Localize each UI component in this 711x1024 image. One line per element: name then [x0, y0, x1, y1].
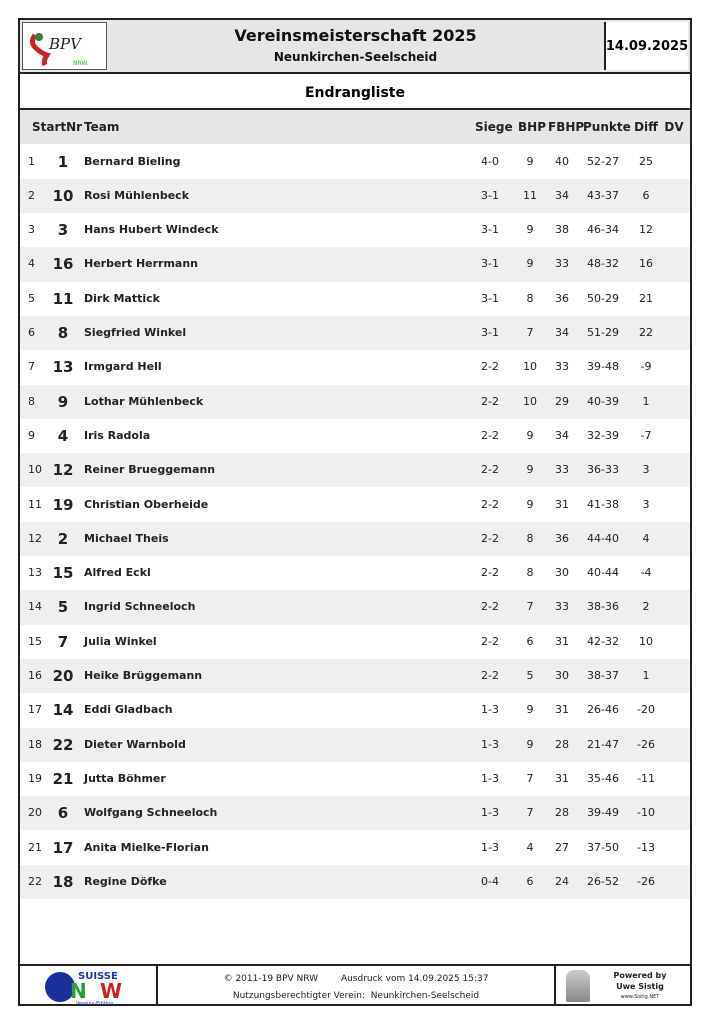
cell-fbhp: 31 [555, 634, 569, 648]
cell-punkte: 39-49 [587, 806, 619, 820]
table-row [20, 762, 690, 796]
cell-team: Heike Brüggemann [84, 669, 203, 682]
table-row [20, 385, 690, 419]
cell-siege: 3-1 [481, 326, 499, 339]
cell-punkte: 38-36 [587, 600, 619, 614]
copyright: © 2011-19 BPV NRW [223, 974, 319, 984]
table-row [20, 145, 690, 179]
cell-bhp: 9 [526, 223, 534, 237]
cell-fbhp: 33 [555, 600, 569, 614]
cell-bhp: 9 [526, 497, 534, 511]
svg-text:W: W [100, 979, 123, 1003]
cell-fbhp: 38 [555, 223, 569, 237]
cell-punkte: 40-39 [587, 394, 619, 408]
print-date: Ausdruck vom 14.09.2025 15:37 [340, 974, 489, 984]
table-row [20, 865, 690, 899]
event-location: Neunkirchen-Seelscheid [273, 50, 438, 64]
cell-fbhp: 27 [555, 840, 569, 854]
cell-bhp: 11 [523, 188, 537, 202]
cell-punkte: 52-27 [587, 154, 619, 168]
cell-diff: 12 [639, 223, 653, 237]
cell-rank: 17 [28, 703, 42, 717]
cell-team: Anita Mielke-Florian [84, 840, 209, 854]
cell-siege: 0-4 [481, 874, 499, 888]
table-row [20, 213, 690, 247]
cell-rank: 11 [28, 497, 42, 511]
cell-rank: 9 [28, 428, 35, 442]
cell-team: Irmgard Hell [84, 360, 162, 374]
cell-startnr: 1 [57, 152, 69, 171]
cell-startnr: 21 [52, 769, 74, 788]
cell-rank: 3 [28, 223, 35, 237]
cell-fbhp: 31 [555, 771, 569, 785]
cell-bhp: 9 [526, 703, 534, 717]
cell-diff: -9 [640, 360, 652, 374]
cell-siege: 2-2 [481, 566, 499, 580]
table-row [20, 728, 690, 762]
cell-punkte: 36-33 [587, 463, 619, 477]
cell-fbhp: 33 [555, 360, 569, 374]
cell-startnr: 17 [52, 838, 74, 857]
cell-bhp: 6 [526, 874, 534, 888]
cell-team: Lothar Mühlenbeck [84, 394, 204, 408]
cell-rank: 10 [28, 463, 42, 477]
table-row [20, 590, 690, 624]
table-row [20, 419, 690, 453]
table-row [20, 316, 690, 350]
col-team: Team [84, 120, 120, 134]
svg-text:SUISSE: SUISSE [78, 971, 118, 982]
svg-text:Vereins-Edition: Vereins-Edition [76, 1001, 114, 1006]
cell-team: Herbert Herrmann [84, 257, 199, 271]
cell-team: Siegfried Winkel [84, 326, 187, 339]
header [20, 20, 690, 74]
cell-diff: 1 [642, 669, 650, 682]
svg-text:N: N [70, 979, 87, 1003]
table-row [20, 659, 690, 693]
table-row [20, 625, 690, 659]
cell-siege: 1-3 [481, 737, 499, 751]
cell-rank: 14 [28, 600, 42, 614]
cell-punkte: 26-46 [587, 703, 619, 717]
cell-team: Dirk Mattick [84, 291, 160, 305]
cell-startnr: 3 [57, 221, 69, 240]
cell-siege: 2-2 [481, 428, 499, 442]
table-row [20, 522, 690, 556]
cell-bhp: 9 [526, 154, 534, 168]
cell-rank: 20 [28, 806, 42, 820]
table-row [20, 796, 690, 830]
cell-fbhp: 36 [555, 531, 569, 545]
cell-punkte: 32-39 [587, 428, 619, 442]
svg-text:NRW.: NRW. [73, 60, 89, 67]
cell-punkte: 44-40 [587, 531, 619, 545]
cell-siege: 2-2 [481, 600, 499, 614]
cell-diff: 16 [639, 257, 653, 271]
cell-team: Julia Winkel [84, 634, 157, 648]
cell-punkte: 43-37 [587, 188, 619, 202]
cell-fbhp: 24 [555, 874, 569, 888]
cell-diff: -20 [637, 703, 655, 717]
cell-diff: -4 [640, 566, 652, 580]
cell-fbhp: 34 [555, 326, 569, 339]
cell-fbhp: 31 [555, 703, 569, 717]
cell-rank: 1 [28, 154, 35, 168]
cell-startnr: 9 [57, 392, 69, 411]
cell-punkte: 50-29 [587, 291, 619, 305]
cell-startnr: 13 [52, 358, 74, 377]
event-title: Vereinsmeisterschaft 2025 [234, 26, 477, 45]
cell-startnr: 2 [57, 529, 69, 548]
cell-fbhp: 30 [555, 566, 569, 580]
cell-startnr: 4 [57, 426, 69, 445]
cell-rank: 13 [28, 566, 42, 580]
cell-team: Regine Döfke [84, 874, 167, 888]
cell-startnr: 12 [52, 461, 74, 480]
cell-bhp: 9 [526, 463, 534, 477]
col-siege: Siege [475, 120, 513, 134]
table-row [20, 556, 690, 590]
cell-team: Hans Hubert Windeck [84, 223, 219, 237]
author-name: Uwe Sistig [616, 981, 664, 991]
cell-rank: 15 [28, 634, 42, 648]
cell-diff: -11 [637, 771, 655, 785]
cell-startnr: 20 [52, 667, 74, 685]
cell-rank: 16 [28, 669, 42, 682]
cell-startnr: 22 [52, 735, 74, 754]
cell-startnr: 15 [52, 564, 74, 583]
cell-siege: 3-1 [481, 257, 499, 271]
cell-fbhp: 33 [555, 257, 569, 271]
cell-bhp: 8 [526, 291, 534, 305]
cell-startnr: 6 [57, 804, 69, 823]
event-date: 14.09.2025 [604, 22, 688, 70]
cell-siege: 2-2 [481, 531, 499, 545]
cell-diff: -7 [640, 428, 652, 442]
cell-punkte: 37-50 [587, 840, 619, 854]
licensed-club: Neunkirchen-Seelscheid [370, 991, 480, 1001]
cell-team: Rosi Mühlenbeck [84, 188, 190, 202]
cell-bhp: 8 [526, 566, 534, 580]
cell-bhp: 7 [526, 600, 534, 614]
cell-siege: 3-1 [481, 223, 499, 237]
cell-punkte: 51-29 [587, 326, 619, 339]
cell-punkte: 35-46 [587, 771, 619, 785]
document-frame [18, 18, 692, 1006]
cell-diff: 6 [642, 188, 650, 202]
cell-team: Wolfgang Schneeloch [84, 806, 218, 820]
table-row [20, 282, 690, 316]
cell-bhp: 5 [526, 669, 534, 682]
cell-startnr: 14 [52, 701, 74, 720]
cell-team: Bernard Bieling [84, 154, 181, 168]
cell-fbhp: 33 [555, 463, 569, 477]
cell-fbhp: 28 [555, 806, 569, 820]
cell-rank: 12 [28, 531, 42, 545]
author-photo [566, 970, 590, 1002]
cell-siege: 1-3 [481, 771, 499, 785]
cell-diff: -10 [637, 806, 655, 820]
cell-bhp: 9 [526, 257, 534, 271]
licensed-label: Nutzungsberechtigter Verein: [232, 991, 365, 1001]
cell-rank: 5 [28, 291, 35, 305]
col-bhp: BHP [518, 120, 546, 134]
svg-text:BPV: BPV [49, 35, 81, 53]
col-punkte: Punkte [583, 120, 631, 134]
cell-punkte: 42-32 [587, 634, 619, 648]
cell-punkte: 48-32 [587, 257, 619, 271]
list-title: Endrangliste [20, 76, 690, 110]
cell-diff: 21 [639, 291, 653, 305]
cell-team: Reiner Brueggemann [84, 463, 216, 477]
col-fbhp: FBHP [548, 120, 585, 134]
cell-bhp: 8 [526, 531, 534, 545]
cell-punkte: 41-38 [587, 497, 619, 511]
cell-fbhp: 28 [555, 737, 569, 751]
cell-team: Iris Radola [84, 428, 151, 442]
cell-startnr: 5 [57, 598, 69, 617]
cell-siege: 2-2 [481, 497, 499, 511]
cell-bhp: 9 [526, 737, 534, 751]
cell-punkte: 38-37 [587, 669, 619, 682]
table-row [20, 831, 690, 865]
cell-team: Alfred Eckl [84, 566, 151, 580]
cell-rank: 4 [28, 257, 35, 271]
col-dv: DV [664, 120, 684, 134]
cell-siege: 2-2 [481, 360, 499, 374]
cell-fbhp: 30 [555, 669, 569, 682]
cell-bhp: 7 [526, 806, 534, 820]
cell-team: Ingrid Schneeloch [84, 600, 196, 614]
cell-rank: 19 [28, 771, 42, 785]
table-row [20, 488, 690, 522]
cell-startnr: 16 [52, 255, 74, 274]
cell-team: Dieter Warnbold [84, 737, 186, 751]
cell-diff: 3 [642, 497, 650, 511]
cell-fbhp: 40 [555, 154, 569, 168]
cell-siege: 2-2 [481, 669, 499, 682]
cell-diff: 1 [642, 394, 650, 408]
cell-diff: -26 [637, 737, 655, 751]
powered-by: Powered by [613, 970, 667, 980]
cell-fbhp: 31 [555, 497, 569, 511]
cell-siege: 3-1 [481, 188, 499, 202]
suisse-nrw-logo [20, 966, 158, 1006]
cell-diff: -26 [637, 874, 655, 888]
cell-diff: -13 [637, 840, 655, 854]
cell-team: Jutta Böhmer [84, 771, 166, 785]
footer [20, 964, 690, 1006]
col-startnr: StartNr [32, 120, 83, 134]
cell-bhp: 9 [526, 428, 534, 442]
cell-diff: 25 [639, 154, 653, 168]
cell-rank: 6 [28, 326, 35, 339]
cell-diff: 3 [642, 463, 650, 477]
cell-fbhp: 34 [555, 188, 569, 202]
cell-fbhp: 34 [555, 428, 569, 442]
cell-startnr: 10 [52, 186, 74, 205]
table-row [20, 247, 690, 281]
cell-startnr: 11 [52, 289, 74, 308]
table-row [20, 453, 690, 487]
cell-siege: 2-2 [481, 634, 499, 648]
cell-rank: 7 [28, 360, 35, 374]
col-diff: Diff [634, 120, 658, 134]
cell-bhp: 10 [523, 394, 537, 408]
cell-diff: 22 [639, 326, 653, 339]
cell-punkte: 26-52 [587, 874, 619, 888]
cell-rank: 21 [28, 840, 42, 854]
author-website: www.Sistig.NET [620, 993, 660, 1000]
table-row [20, 179, 690, 213]
cell-rank: 8 [28, 394, 35, 408]
cell-team: Eddi Gladbach [84, 703, 173, 717]
cell-diff: 2 [642, 600, 650, 614]
cell-rank: 2 [28, 188, 35, 202]
cell-bhp: 7 [526, 771, 534, 785]
cell-punkte: 39-48 [587, 360, 619, 374]
cell-rank: 18 [28, 737, 42, 751]
cell-punkte: 46-34 [587, 223, 619, 237]
cell-bhp: 6 [526, 634, 534, 648]
table-row [20, 350, 690, 384]
cell-startnr: 18 [52, 872, 74, 891]
cell-siege: 1-3 [481, 806, 499, 820]
cell-siege: 2-2 [481, 463, 499, 477]
table-header [20, 110, 690, 144]
cell-siege: 3-1 [481, 291, 499, 305]
cell-team: Michael Theis [84, 531, 169, 545]
cell-startnr: 7 [57, 632, 69, 651]
cell-team: Christian Oberheide [84, 497, 209, 511]
cell-bhp: 10 [523, 360, 537, 374]
cell-diff: 4 [642, 531, 650, 545]
cell-startnr: 8 [57, 324, 69, 342]
cell-punkte: 21-47 [587, 737, 619, 751]
cell-siege: 4-0 [481, 154, 499, 168]
cell-startnr: 19 [52, 495, 74, 514]
cell-punkte: 40-44 [587, 566, 619, 580]
cell-bhp: 7 [526, 326, 534, 339]
cell-diff: 10 [639, 634, 653, 648]
cell-rank: 22 [28, 874, 42, 888]
table-row [20, 693, 690, 727]
cell-bhp: 4 [526, 840, 534, 854]
cell-siege: 1-3 [481, 840, 499, 854]
bpv-logo [22, 22, 107, 70]
cell-siege: 1-3 [481, 703, 499, 717]
cell-fbhp: 29 [555, 394, 569, 408]
cell-siege: 2-2 [481, 394, 499, 408]
cell-fbhp: 36 [555, 291, 569, 305]
